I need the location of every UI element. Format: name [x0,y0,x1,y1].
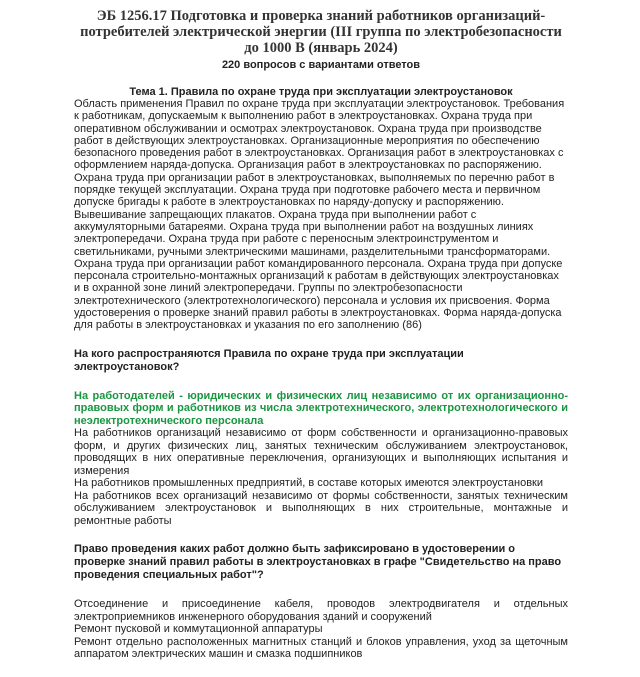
answer-option: На работников промышленных предприятий, в составе которых имеются электроустановки [74,477,544,490]
topic-heading: Тема 1. Правила по охране труда при эксплуатации электроустановок [129,86,513,98]
question-2-text: Право проведения каких работ должно быть зафиксировано в удостоверении о проверке знаний правил работы в электроустановках в графе "Свидетельство на право проведения специальных работ"? [74,543,562,582]
question-1-text: На кого распространяются Правила по охране труда при эксплуатации электроустановок? [74,347,464,373]
answer-option: Ремонт пусковой и коммутационной аппаратуры [74,623,323,636]
topic-description: Область применения Правил по охране труда при эксплуатации электроустановок. Требования к работникам, допускаемым к выполнению работ в электроустановках. Охрана труда при оперативном обслуживании и осмотрах электроустановок. Охрана труда при производстве работ в действующих электроустановках. Организационные мероприятия по обеспечению безопасного проведения работ в электроустановках. Организация работ в электроустановках с оформлением наряда-допуска. Организация работ в электроустановках по распоряжению. Охрана труда при организации работ в электроустановках, выполняемых по перечню работ в порядке текущей эксплуатации. Охрана труда при подготовке рабочего места и первичном допуске бригады к работе в электроустановках по наряду-допуску и распоряжению. Вывешивание запрещающих плакатов. Охрана труда при выполнении работ с аккумуляторными батареями. Охрана труда при выполнении работ на воздушных линиях электропередачи. Охрана труда при работе с переносным электроинструментом и светильниками, ручными электрическими машинами, разделительными трансформаторами. Охрана труда при организации работ командированного персонала. Охрана труда при допуске персонала строительно-монтажных организаций к работам в действующих электроустановках и в охранной зоне линий электропередачи. Группы по электробезопасности электротехнического (электротехнологического) персонала и условия их присвоения. Форма удостоверения о проверке знаний правил работы в электроустановках. Форма наряда-допуска для работы в электроустановках и указания по его заполнению (86) [74,98,565,332]
answer-option: Ремонт отдельно расположенных магнитных станций и блоков управления, уход за щеточным аппаратом электрических машин и смазка подшипников [74,635,568,661]
answer-option: На работников всех организаций независимо от формы собственности, занятых техническим обслуживанием электроустановок и выполняющих в них строительные, монтажные и ремонтные работы [74,489,568,527]
question-1-answers [74,390,568,528]
document-title: ЭБ 1256.17 Подготовка и проверка знаний работников организаций-потребителей электрической энергии (III группа по электробезопасности до 1000 В (январь 2024) [80,8,562,56]
question-2-answers [74,598,568,661]
answer-option: На работников организаций независимо от форм собственности и организационно-правовых форм, и других физических лиц, занятых техническим обслуживанием электроустановок, проводящих в них оперативные переключения, организующих и выполняющих испытания и измерения [74,427,568,477]
answer-option: Отсоединение и присоединение кабеля, проводов электродвигателя и отдельных электроприемников инженерного оборудования зданий и сооружений [74,598,568,623]
document-subtitle: 220 вопросов с вариантами ответов [221,59,421,71]
answer-correct: На работодателей - юридических и физических лиц независимо от их организационно-правовых форм и работников из числа электротехнического, электротехнологического и неэлектротехнического персонала [74,389,568,427]
document-content [74,8,568,677]
